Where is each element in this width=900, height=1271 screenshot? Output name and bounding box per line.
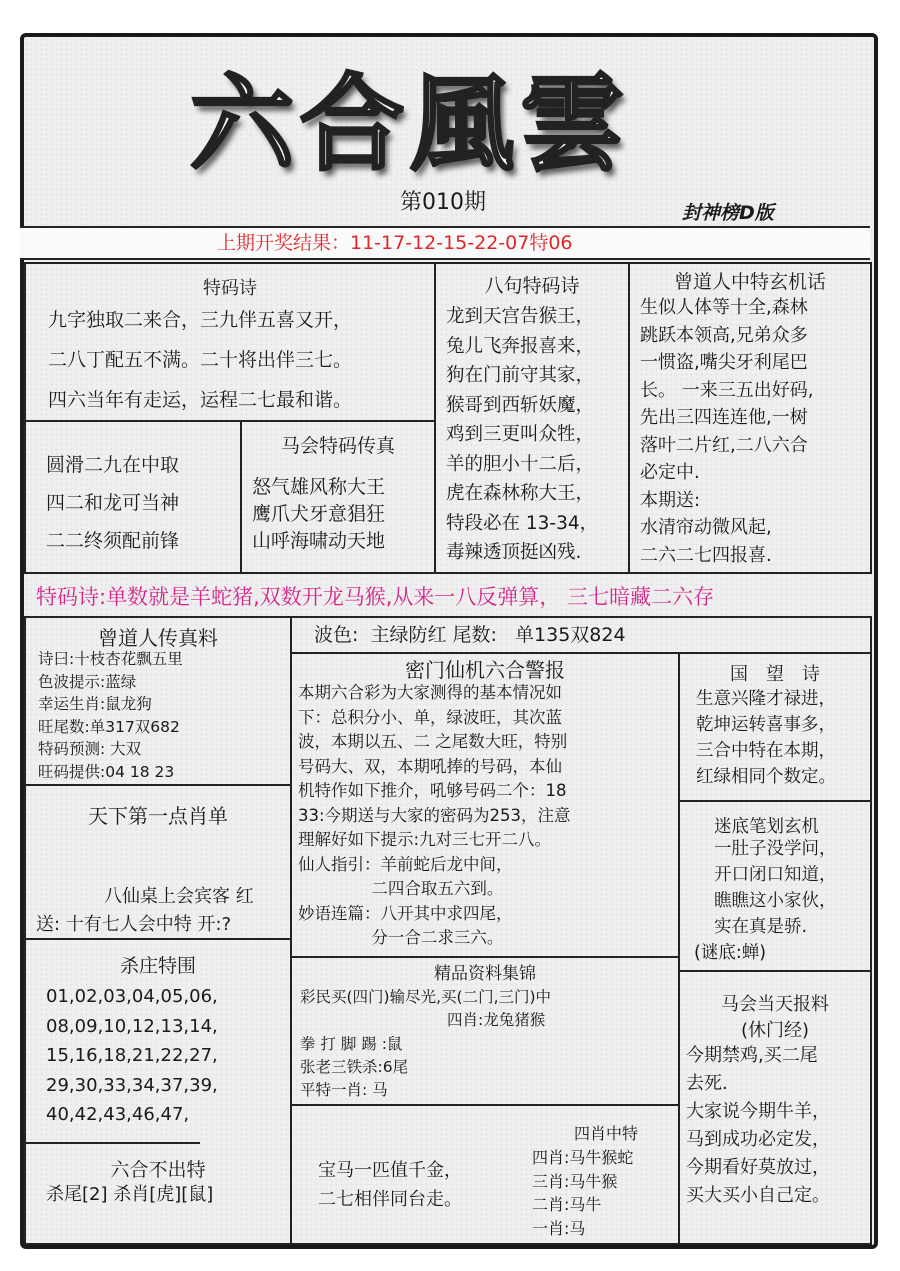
text-line: 瞧瞧这小家伙，	[714, 891, 837, 911]
shazhuang-title: 杀庄特围	[119, 955, 196, 977]
text-line: 先出三四连连他,一树	[640, 407, 808, 428]
text-line: 旺码提供:04 18 23	[38, 762, 175, 781]
bajv-lines	[446, 302, 598, 568]
text-line: 色波提示:蓝绿	[38, 672, 137, 691]
buchute-title: 六合不出特	[110, 1159, 206, 1181]
tianxia-line: 送: 十有七人会中特 开:?	[36, 914, 232, 935]
mahui-fax-box	[240, 420, 436, 574]
shazhuang-box	[24, 938, 292, 1146]
text-line: 40,42,43,46,47,	[46, 1104, 190, 1125]
text-line: 落叶二片红,二八六合	[640, 434, 808, 456]
text-line: 今期禁鸡,买二尾	[686, 1045, 818, 1066]
jingpin-line: 四肖:龙兔猪猴	[447, 1011, 546, 1029]
buchute-box	[24, 1142, 292, 1245]
mahui-day-box	[678, 970, 872, 1245]
mimen-lines	[298, 681, 571, 951]
poem-line: 怒气雄风称大王	[252, 476, 386, 498]
pink-tema-line: 特码诗:单数就是羊蛇猪,双数开龙马猴,从来一八反弹算， 三七暗藏二六存	[24, 574, 870, 618]
last-result-banner: 上期开奖结果：11-17-12-15-22-07特06	[20, 226, 870, 260]
text-line: 下：总积分小、单，绿波旺，其次蓝	[298, 707, 562, 727]
text-line: 生意兴隆才禄进，	[696, 689, 836, 709]
text-line: 一惯盗,嘴尖牙利尾巴	[640, 352, 808, 373]
mahui-day-lines	[686, 1042, 830, 1210]
jingpin-title: 精品资料集锦	[434, 964, 536, 984]
text-line: 生似人体等十全,森林	[640, 297, 808, 318]
text-line: 33:今期送与大家的密码为253，注意	[298, 805, 571, 825]
poem-line: 四二和龙可当神	[46, 492, 180, 514]
yuanhua-box	[24, 420, 242, 574]
mimen-title: 密门仙机六合警报	[405, 658, 565, 682]
text-line: 猴哥到西斩妖魔，	[446, 394, 595, 416]
mahui-fax-title: 马会特码传真	[280, 435, 395, 457]
issue-number: 第010期	[400, 190, 486, 215]
text-line: 特码预测: 大双	[38, 740, 142, 758]
text-line: 水清帘动微风起,	[640, 517, 772, 538]
text-line: 本期送:	[640, 489, 701, 511]
midi-box	[678, 800, 872, 972]
text-line: 长。 一来三五出好码,	[640, 379, 814, 401]
text-line: 马到成功必定发，	[686, 1129, 830, 1150]
text-line: 号码大、双，本期吼捧的号码，本仙	[298, 756, 562, 776]
poem-line: 宝马一匹值千金，	[318, 1160, 462, 1181]
mimen-box	[290, 652, 680, 958]
text-line: 三肖:马牛猴	[532, 1171, 618, 1191]
tema-shi-title: 特码诗	[203, 278, 257, 299]
text-line: 三合中特在本期，	[696, 741, 836, 761]
masthead-logo: 六合風雲	[190, 62, 631, 185]
text-line: 去死.	[686, 1073, 728, 1094]
zengdao-xuanji-lines	[640, 294, 813, 569]
text-line: 四肖:马牛猴蛇	[532, 1148, 634, 1167]
text-line: 毒辣透顶挺凶残.	[446, 542, 582, 563]
text-line: 本期六合彩为大家测得的基本情况如	[298, 683, 562, 702]
jingpin-box	[290, 956, 680, 1106]
bajv-title: 八句特码诗	[484, 275, 580, 297]
jingpin-line: 平特一肖: 马	[300, 1081, 388, 1099]
mahui-day-subtitle: (休门经)	[740, 1020, 810, 1041]
text-line: 兔儿飞奔报喜来，	[446, 335, 595, 357]
sixiao-title: 四肖中特	[574, 1124, 639, 1143]
text-line: 二肖:马牛	[532, 1195, 602, 1214]
jingpin-line: 张老三铁杀:6尾	[300, 1058, 409, 1076]
text-line: 一肖:马	[532, 1218, 586, 1238]
poem-line: 九字独取二来合，三九伴五喜又开，	[48, 309, 353, 331]
text-line: 今期看好莫放过，	[686, 1157, 830, 1178]
text-line: 仙人指引：羊前蛇后龙中间，	[298, 854, 513, 874]
text-line: 诗曰:十枝杏花飘五里	[38, 650, 183, 668]
zengdao-fax-lines	[38, 648, 183, 783]
zengdao-fax-box	[24, 616, 292, 786]
text-line: 跳跃本领高,兄弟众多	[640, 324, 808, 346]
text-line: 15,16,18,21,22,27,	[46, 1045, 218, 1066]
tianxia-line: 八仙桌上会宾客 红	[104, 886, 254, 907]
jingpin-line: 彩民买(四门)输尽光,买(二门,三门)中	[300, 988, 552, 1006]
baoma-box	[290, 1104, 680, 1245]
text-line: 红绿相同个数定。	[696, 767, 836, 787]
text-line: 分一合二求三六。	[298, 928, 504, 947]
zengdao-fax-title: 曾道人传真料	[98, 626, 218, 650]
text-line: 08,09,10,12,13,14,	[46, 1015, 218, 1037]
tema-shi-box	[24, 262, 436, 422]
text-line: 乾坤运转喜事多，	[696, 715, 836, 735]
bose-bar	[290, 616, 872, 654]
poem-line: 二七相伴同台走。	[318, 1189, 462, 1210]
guowang-box	[678, 652, 872, 802]
text-line: 龙到天宫告猴王，	[446, 306, 595, 327]
poem-line: 四六当年有走运，运程二七最和谐。	[48, 389, 353, 411]
text-line: 一肚子没学问，	[714, 839, 837, 859]
text-line: 波，本期以五、二 之尾数大旺，特别	[298, 732, 568, 751]
text-line: 01,02,03,04,05,06,	[46, 986, 218, 1007]
buchute-line: 杀尾[2] 杀肖[虎][鼠]	[46, 1184, 214, 1205]
sixiao-lines	[532, 1146, 633, 1240]
text-line: 29,30,33,34,37,39,	[46, 1074, 218, 1096]
guowang-lines	[696, 686, 836, 790]
midi-lines	[714, 836, 837, 940]
poem-line: 二八丁配五不满。二十将出伴三七。	[48, 349, 353, 371]
guowang-title: 国 望 诗	[730, 664, 820, 685]
text-line: 旺尾数:单317双682	[38, 717, 180, 736]
text-line: 羊的胆小十二后，	[446, 453, 595, 475]
zengdao-xuanji-box	[628, 262, 872, 574]
edition-label: 封神榜D版	[682, 202, 774, 224]
text-line: 妙语连篇：八开其中求四尾，	[298, 903, 513, 923]
text-line: 虎在森林称大王，	[446, 483, 595, 504]
tianxia-title: 天下第一点肖单	[88, 804, 228, 828]
midi-title: 迷底笔划玄机	[714, 817, 819, 837]
text-line: 实在真是骄.	[714, 917, 808, 937]
bose-text: 波色: 主绿防红 尾数: 单135双824	[314, 624, 626, 646]
zengdao-xuanji-title: 曾道人中特玄机话	[673, 271, 826, 293]
text-line: 必定中.	[640, 462, 700, 483]
poem-line: 山呼海啸动天地	[252, 530, 386, 552]
text-line: 二四合取五六到。	[298, 879, 504, 898]
text-line: 二六二七四报喜.	[640, 544, 772, 566]
midi-answer: (谜底:蝉)	[694, 943, 767, 963]
text-line: 理解好如下提示:九对三七开二八。	[298, 830, 552, 849]
text-line: 幸运生肖:鼠龙狗	[38, 695, 152, 713]
tema-shi-lines	[48, 300, 352, 420]
text-line: 鸡到三更叫众牲，	[446, 424, 595, 445]
text-line: 机特作如下推介，吼够号码二个：18	[298, 781, 567, 800]
tianxia-box	[24, 784, 292, 940]
shazhuang-lines	[46, 982, 218, 1130]
bajv-box	[434, 262, 630, 574]
text-line: 大家说今期牛羊，	[686, 1101, 830, 1122]
text-line: 买大买小自己定。	[686, 1185, 830, 1206]
text-line: 开口闭口知道，	[714, 865, 837, 885]
poem-line: 二二终须配前锋	[46, 530, 180, 552]
text-line: 狗在门前守其家，	[446, 365, 595, 386]
text-line: 特段必在 13-34，	[446, 512, 599, 534]
jingpin-line: 拳 打 脚 踢 :鼠	[300, 1035, 403, 1053]
mahui-day-title: 马会当天报料	[721, 994, 829, 1015]
poem-line: 圆滑二九在中取	[46, 454, 180, 476]
poem-line: 鹰爪犬牙意猖狂	[252, 503, 386, 525]
